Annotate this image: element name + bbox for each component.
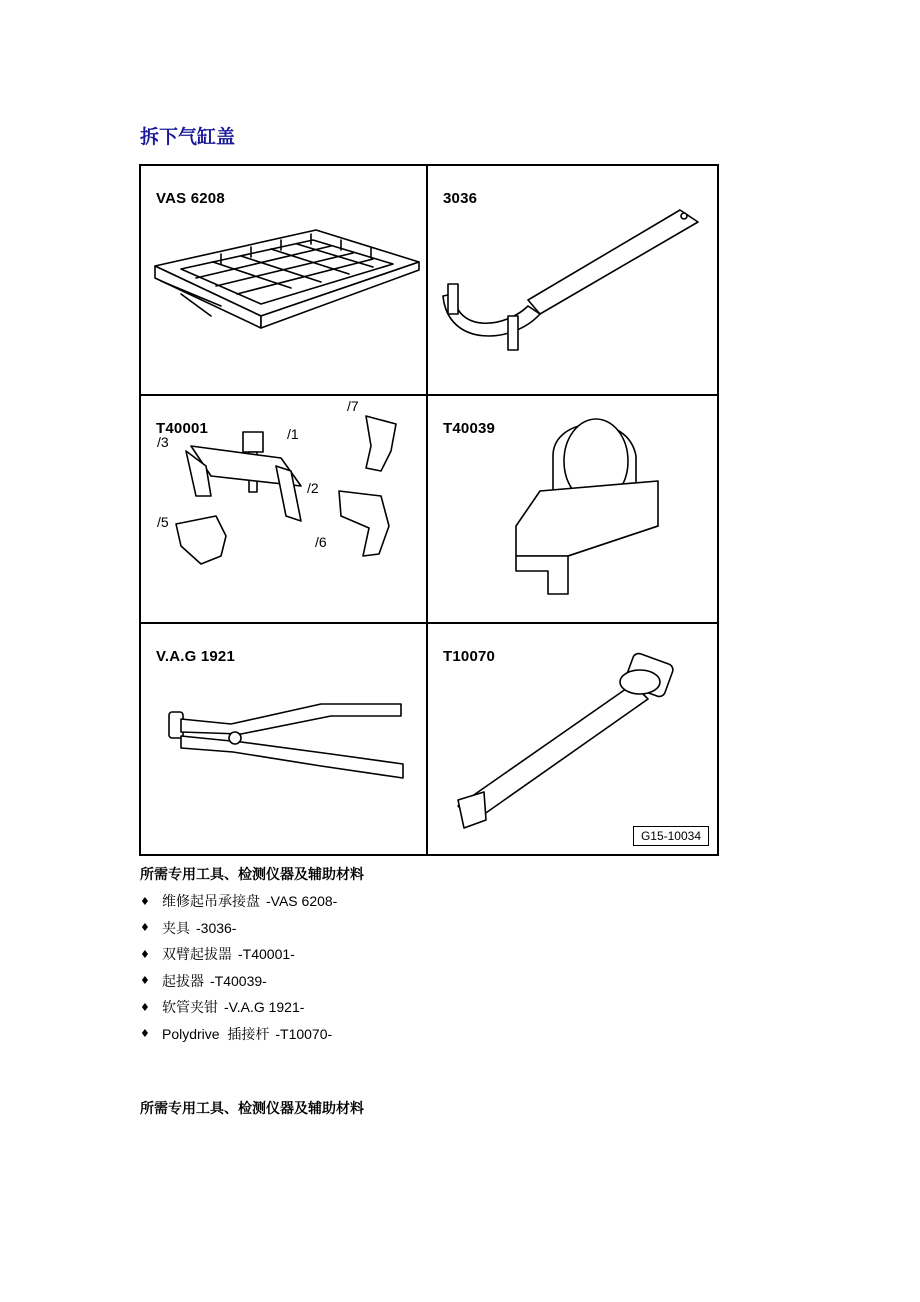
section-heading-repeat: 所需专用工具、检测仪器及辅助材料 bbox=[140, 1101, 364, 1117]
tool-panel-label: T40001 bbox=[156, 420, 209, 437]
tool-panel-vag1921 bbox=[141, 624, 428, 854]
two-arm-puller-icon bbox=[141, 396, 428, 624]
tool-panel-t40039 bbox=[428, 396, 717, 624]
tool-panel-label: V.A.G 1921 bbox=[156, 648, 235, 665]
tool-name: 维修起吊承接盘 bbox=[162, 894, 260, 911]
tool-panel-t10070 bbox=[428, 624, 717, 854]
list-item bbox=[140, 1021, 337, 1048]
polydrive-socket-icon bbox=[428, 624, 717, 854]
list-item bbox=[140, 994, 337, 1021]
list-item bbox=[140, 968, 337, 995]
tool-panel-t40001 bbox=[141, 396, 428, 624]
tool-code: -T40039- bbox=[210, 972, 267, 989]
tool-panel-label: 3036 bbox=[443, 190, 478, 207]
part-label: /7 bbox=[347, 398, 359, 414]
tool-code: -VAS 6208- bbox=[266, 893, 338, 910]
tool-code: -T40001- bbox=[238, 946, 295, 963]
list-item bbox=[140, 888, 337, 915]
tool-panel-label: T10070 bbox=[443, 648, 496, 665]
bullet-icon: ♦ bbox=[140, 1027, 150, 1041]
bullet-icon: ♦ bbox=[140, 947, 150, 961]
list-item bbox=[140, 941, 337, 968]
puller-bracket-icon bbox=[428, 396, 717, 624]
hose-clamp-pliers-icon bbox=[141, 624, 428, 854]
bullet-icon: ♦ bbox=[140, 1000, 150, 1014]
tool-name: 软管夹钳 bbox=[162, 1000, 218, 1017]
bullet-icon: ♦ bbox=[140, 974, 150, 988]
bullet-icon: ♦ bbox=[140, 921, 150, 935]
tool-name: Polydrive 插接杆 bbox=[162, 1025, 270, 1042]
part-label: /1 bbox=[287, 426, 299, 442]
bullet-icon: ♦ bbox=[140, 894, 150, 908]
list-item bbox=[140, 915, 337, 942]
lifting-tray-icon bbox=[141, 166, 428, 396]
tool-illustration-grid bbox=[139, 164, 719, 856]
part-label: /2 bbox=[307, 480, 319, 496]
tool-name: 起拔器 bbox=[162, 973, 204, 990]
part-label: /3 bbox=[157, 434, 169, 450]
tool-list bbox=[140, 888, 337, 1047]
part-label: /6 bbox=[315, 534, 327, 550]
part-label: /5 bbox=[157, 514, 169, 530]
section-heading: 所需专用工具、检测仪器及辅助材料 bbox=[140, 867, 364, 883]
spanner-holder-icon bbox=[428, 166, 717, 396]
tool-panel-vas6208 bbox=[141, 166, 428, 396]
tool-name: 夹具 bbox=[162, 920, 190, 937]
page-title: 拆下气缸盖 bbox=[140, 126, 236, 148]
tool-panel-3036 bbox=[428, 166, 717, 396]
tool-code: -3036- bbox=[196, 919, 237, 936]
tool-panel-label: T40039 bbox=[443, 420, 496, 437]
tool-panel-label: VAS 6208 bbox=[156, 190, 225, 207]
figure-code: G15-10034 bbox=[633, 826, 709, 846]
tool-code: -T10070- bbox=[275, 1025, 333, 1042]
tool-code: -V.A.G 1921- bbox=[224, 999, 305, 1016]
tool-name: 双臂起拔噐 bbox=[162, 947, 232, 964]
